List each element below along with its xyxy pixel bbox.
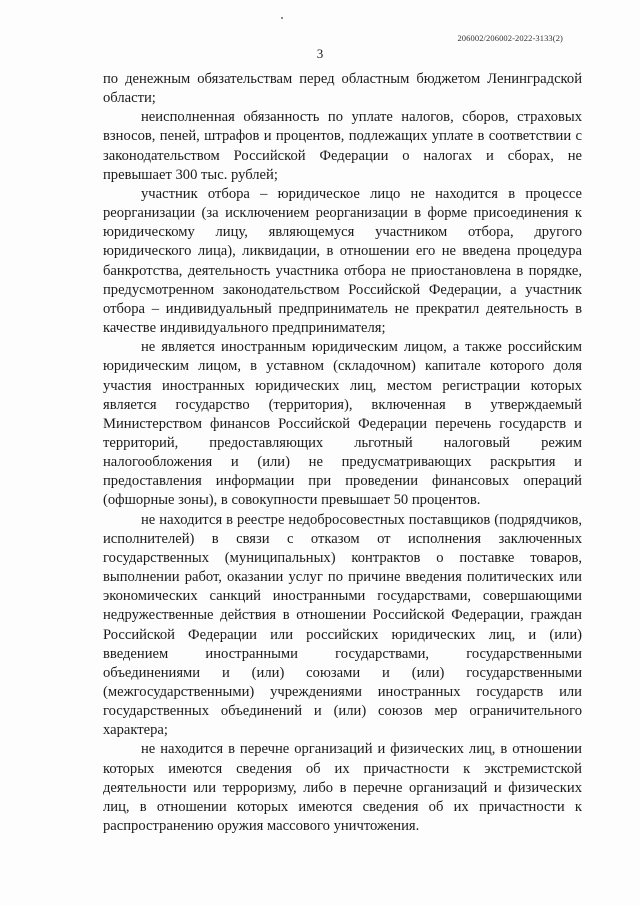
paragraph-foreign-entity: не является иностранным юридическим лицом, а также российским юридическим лицом, в уставном (складочном) капитале которого доля участия иностранных юридических лиц, местом регистрации которых является государство (территория), включенная в утверждаемый Министерством финансов Российской Федерации перечень государств и территорий, предоставляющих льготный налоговый режим налогообложения и (или) не предусматривающих раскрытия и предоставления информации при проведении финансовых операций (офшорные зоны), в совокупности превышает 50 процентов. (103, 339, 582, 509)
document-body (103, 70, 582, 836)
paragraph-reorganization: участник отбора – юридическое лицо не находится в процессе реорганизации (за исключением реорганизации в форме присоединения к юридическому лицу, являющемуся участником отбора, другого юридического лица), ликвидации, в отношении его не введена процедура банкротства, деятельность участника отбора не приостановлена в порядке, предусмотренном законодательством Российской Федерации, а участник отбора – индивидуальный предприниматель не прекратил деятельность в качестве индивидуального предпринимателя; (103, 185, 582, 337)
document-id: 206002/206002-2022-3133(2) (457, 33, 563, 43)
paragraph-extremism-list: не находится в перечне организаций и физических лиц, в отношении которых имеются сведения об их причастности к экстремистской деятельности или терроризму, либо в перечне организаций и физических лиц, в отношении которых имеются сведения об их причастности к распространению оружия массового уничтожения. (103, 741, 582, 835)
scan-speck (281, 17, 283, 19)
paragraph-continuation: по денежным обязательствам перед областным бюджетом Ленинградской области; (103, 71, 582, 107)
page-number: 3 (316, 46, 324, 61)
paragraph-tax-obligations: неисполненная обязанность по уплате налогов, сборов, страховых взносов, пеней, штрафов и процентов, подлежащих уплате в соответствии с законодательством Российской Федерации о налогах и сборах, не превышает 300 тыс. рублей; (103, 109, 582, 183)
paragraph-unfair-suppliers-registry: не находится в реестре недобросовестных поставщиков (подрядчиков, исполнителей) в связи с отказом от исполнения заключенных государственных (муниципальных) контрактов о поставке товаров, выполнении работ, оказании услуг по причине введения политических или экономических санкций иностранными государствами, совершающими недружественные действия в отношении Российской Федерации, граждан Российской Федерации или российских юридических лиц, и (или) введением иностранными государствами, государственными объединениями и (или) союзами и (или) государственными (межгосударственными) учреждениями иностранных государств или государственных объединений и (или) союзов мер ограничительного характера; (103, 511, 582, 739)
